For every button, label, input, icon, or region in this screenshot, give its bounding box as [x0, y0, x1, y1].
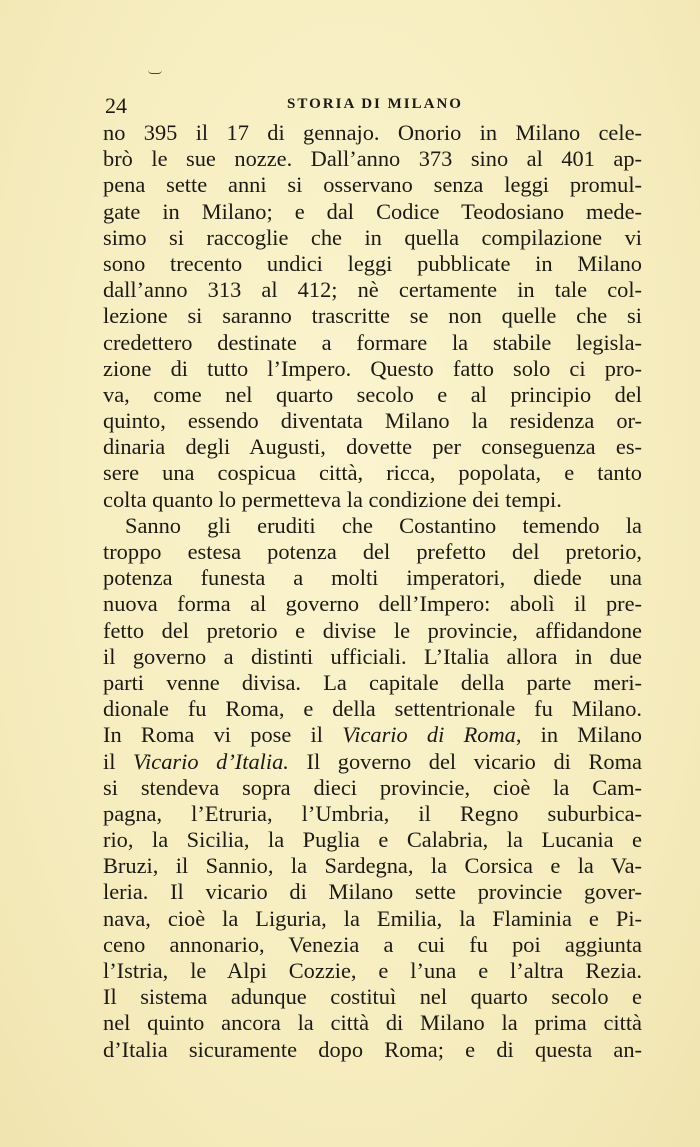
text-line: no 395 il 17 di gennajo. Onorio in Milano cele-: [103, 120, 642, 145]
text-line: parti venne divisa. La capitale della parte meri-: [103, 669, 642, 695]
page-header: [105, 94, 645, 118]
text-line: rio, la Sicilia, la Puglia e Calabria, la Lucania e: [103, 827, 642, 853]
text-line: pagna, l’Etruria, l’Umbria, il Regno suburbica-: [103, 800, 642, 826]
text-line: il governo a distinti ufficiali. L’Italia allora in due: [103, 643, 642, 669]
text-line: si stendeva sopra dieci provincie, cioè la Cam-: [103, 774, 642, 800]
text-line: troppo estesa potenza del prefetto del pretorio,: [103, 539, 642, 564]
text-line: sono trecento undici leggi pubblicate in Milano: [103, 250, 642, 276]
text-segment: , in Milano: [515, 722, 642, 748]
page-number: 24: [105, 93, 127, 118]
text-line: quinto, essendo diventata Milano la residenza or-: [103, 408, 642, 434]
text-line: zione di tutto l’Impero. Questo fatto solo ci pro-: [103, 355, 642, 381]
text-line: dionale fu Roma, e della settentrionale fu Milano.: [103, 696, 642, 722]
text-line: gate in Milano; e dal Codice Teodosiano mede-: [103, 198, 642, 224]
italic-term: Vicario di Roma: [342, 722, 516, 748]
text-line: brò le sue nozze. Dall’anno 373 sino al 401 ap-: [103, 146, 642, 172]
text-line: l’Istria, le Alpi Cozzie, e l’una e l’altra Rezia.: [103, 958, 642, 983]
body-text: [103, 120, 642, 1063]
text-segment: Il governo del vicario di Roma: [288, 748, 642, 774]
text-segment: In Roma vi pose il: [103, 722, 343, 748]
text-line: va, come nel quarto secolo e al principio del: [103, 381, 642, 407]
text-line: Il sistema adunque costituì nel quarto secolo e: [103, 984, 642, 1010]
text-line-paragraph-start: Sanno gli eruditi che Costantino temendo la: [125, 512, 642, 538]
text-segment: il: [103, 748, 134, 774]
text-line: fetto del pretorio e divise le provincie, affidandone: [103, 617, 642, 643]
text-line: ceno annonario, Venezia a cui fu poi aggiunta: [103, 931, 642, 957]
text-line-paragraph-end: colta quanto lo permetteva la condizione dei tempi.: [103, 486, 562, 512]
text-line-with-italic: [103, 722, 642, 748]
text-line: credettero destinate a formare la stabile legisla-: [103, 329, 642, 355]
running-head: STORIA DI MILANO: [287, 96, 463, 112]
text-line: Bruzi, il Sannio, la Sardegna, la Corsica e la Va-: [103, 853, 642, 879]
text-line: simo si raccoglie che in quella compilazione vi: [103, 224, 642, 250]
text-line: nuova forma al governo dell’Impero: abolì il pre-: [103, 591, 642, 617]
italic-term: Vicario d’Italia.: [133, 748, 289, 774]
text-line-with-italic: [103, 749, 642, 775]
text-line: nava, cioè la Liguria, la Emilia, la Flaminia e Pi-: [103, 905, 642, 931]
text-line: potenza funesta a molti imperatori, diede una: [103, 565, 642, 591]
text-line: nel quinto ancora la città di Milano la prima città: [103, 1010, 642, 1036]
text-line: leria. Il vicario di Milano sette provincie gover-: [103, 879, 642, 905]
text-line: dall’anno 313 al 412; nè certamente in tale col-: [103, 277, 642, 303]
text-line: dinaria degli Augusti, dovette per conseguenza es-: [103, 434, 642, 460]
text-line: d’Italia sicuramente dopo Roma; e di questa an-: [103, 1036, 642, 1062]
ink-mark: [148, 70, 162, 74]
text-line: sere una cospicua città, ricca, popolata, e tanto: [103, 460, 642, 486]
text-line: lezione si saranno trascritte se non quelle che si: [103, 303, 642, 329]
text-line: pena sette anni si osservano senza leggi promul-: [103, 172, 642, 198]
